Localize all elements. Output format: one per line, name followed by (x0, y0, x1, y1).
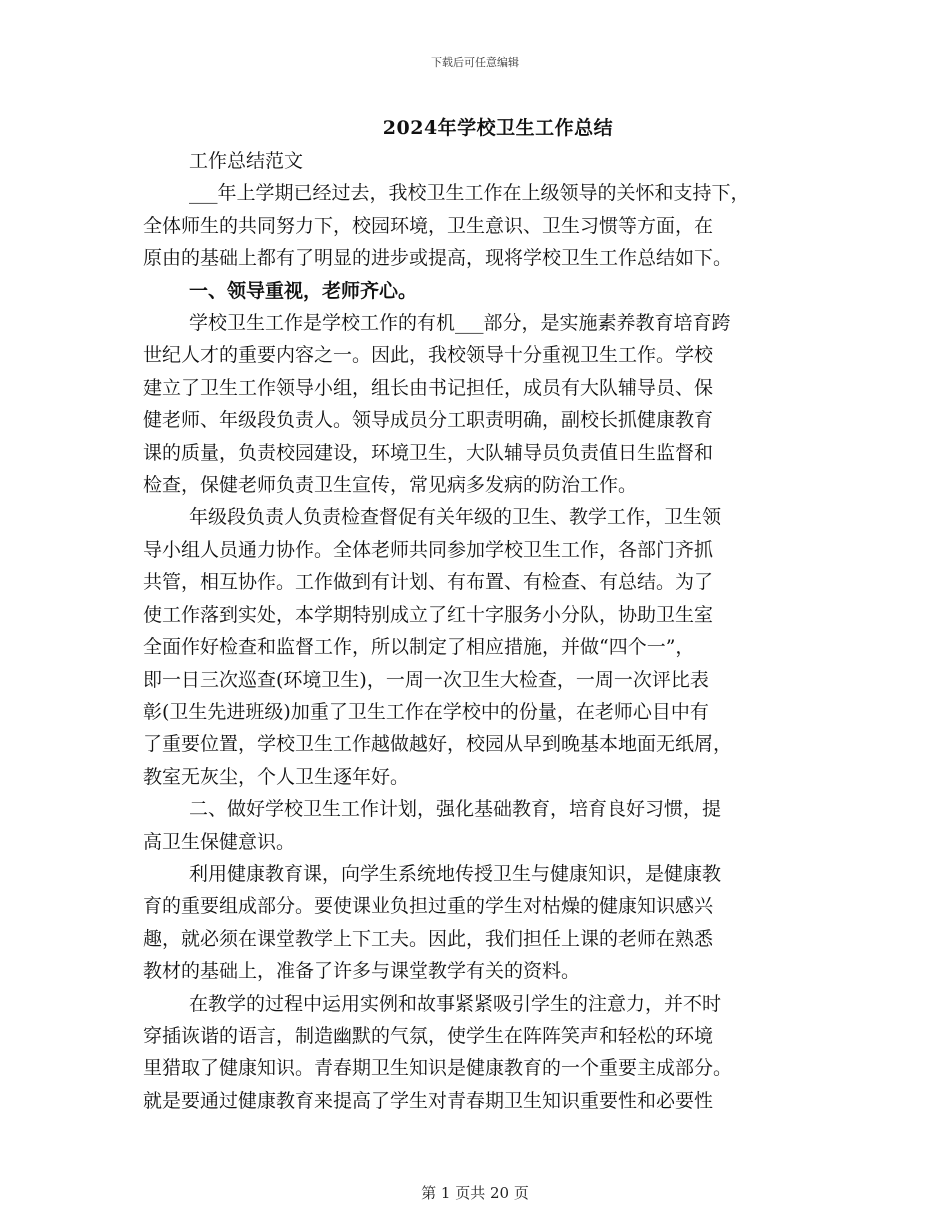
document-body (143, 145, 815, 1117)
body-line: 彰(卫生先进班级)加重了卫生工作在学校中的份量，在老师心目中有 (143, 700, 709, 723)
body-line: 高卫生保健意识。 (143, 830, 296, 853)
body-line: 就是要通过健康教育来提高了学生对青春期卫生知识重要性和必要性 (143, 1089, 714, 1112)
body-line: 使工作落到实处，本学期特别成立了红十字服务小分队，协助卫生室 (143, 603, 714, 626)
body-line: 学校卫生工作是学校工作的有机___部分，是实施素养教育培育跨 (189, 312, 731, 335)
section-heading: 一、领导重视，老师齐心。 (189, 279, 418, 302)
body-line: 利用健康教育课，向学生系统地传授卫生与健康知识，是健康教 (189, 862, 722, 885)
body-line: 世纪人才的重要内容之一。因此，我校领导十分重视卫生工作。学校 (143, 344, 714, 367)
body-line: 课的质量，负责校园建设，环境卫生，大队辅导员负责值日生监督和 (143, 441, 714, 464)
body-line: 全面作好检查和监督工作，所以制定了相应措施，并做“四个一”， (143, 636, 695, 659)
body-line: 二、做好学校卫生工作计划，强化基础教育，培育良好习惯，提 (189, 798, 722, 821)
body-line: 教室无灰尘，个人卫生逐年好。 (143, 765, 410, 788)
body-line: 即一日三次巡查(环境卫生)，一周一次卫生大检查，一周一次评比表 (143, 668, 709, 691)
body-line: ___年上学期已经过去，我校卫生工作在上级领导的关怀和支持下， (189, 182, 750, 205)
body-line: 工作总结范文 (189, 150, 304, 172)
body-line: 里猎取了健康知识。青春期卫生知识是健康教育的一个重要主成部分。 (143, 1057, 733, 1080)
page-footer: 第 1 页共 20 页 (421, 1184, 529, 1202)
body-line: 育的重要组成部分。要使课业负担过重的学生对枯燥的健康知识感兴 (143, 895, 714, 918)
body-line: 趣，就必须在课堂教学上下工夫。因此，我们担任上课的老师在熟悉 (143, 927, 714, 950)
document-title: 2024年学校卫生工作总结 (382, 117, 614, 139)
body-line: 了重要位置，学校卫生工作越做越好，校园从早到晚基本地面无纸屑， (143, 733, 733, 756)
body-line: 在教学的过程中运用实例和故事紧紧吸引学生的注意力，并不时 (189, 992, 722, 1015)
body-line: 穿插诙谐的语言，制造幽默的气氛，使学生在阵阵笑声和轻松的环境 (143, 1024, 714, 1047)
body-line: 教材的基础上，准备了许多与课堂教学有关的资料。 (143, 960, 581, 983)
body-line: 检查，保健老师负责卫生宣传，常见病多发病的防治工作。 (143, 474, 638, 497)
body-line: 原由的基础上都有了明显的进步或提高，现将学校卫生工作总结如下。 (143, 247, 733, 270)
body-line: 导小组人员通力协作。全体老师共同参加学校卫生工作，各部门齐抓 (143, 538, 714, 561)
body-line: 共管，相互协作。工作做到有计划、有布置、有检查、有总结。为了 (143, 571, 714, 594)
body-line: 年级段负责人负责检查督促有关年级的卫生、教学工作，卫生领 (189, 506, 722, 529)
page-header: 下载后可任意编辑 (431, 56, 519, 69)
body-line: 建立了卫生工作领导小组，组长由书记担任，成员有大队辅导员、保 (143, 376, 714, 399)
body-line: 健老师、年级段负责人。领导成员分工职责明确，副校长抓健康教育 (143, 409, 714, 432)
body-line: 全体师生的共同努力下，校园环境，卫生意识、卫生习惯等方面，在 (143, 214, 714, 237)
